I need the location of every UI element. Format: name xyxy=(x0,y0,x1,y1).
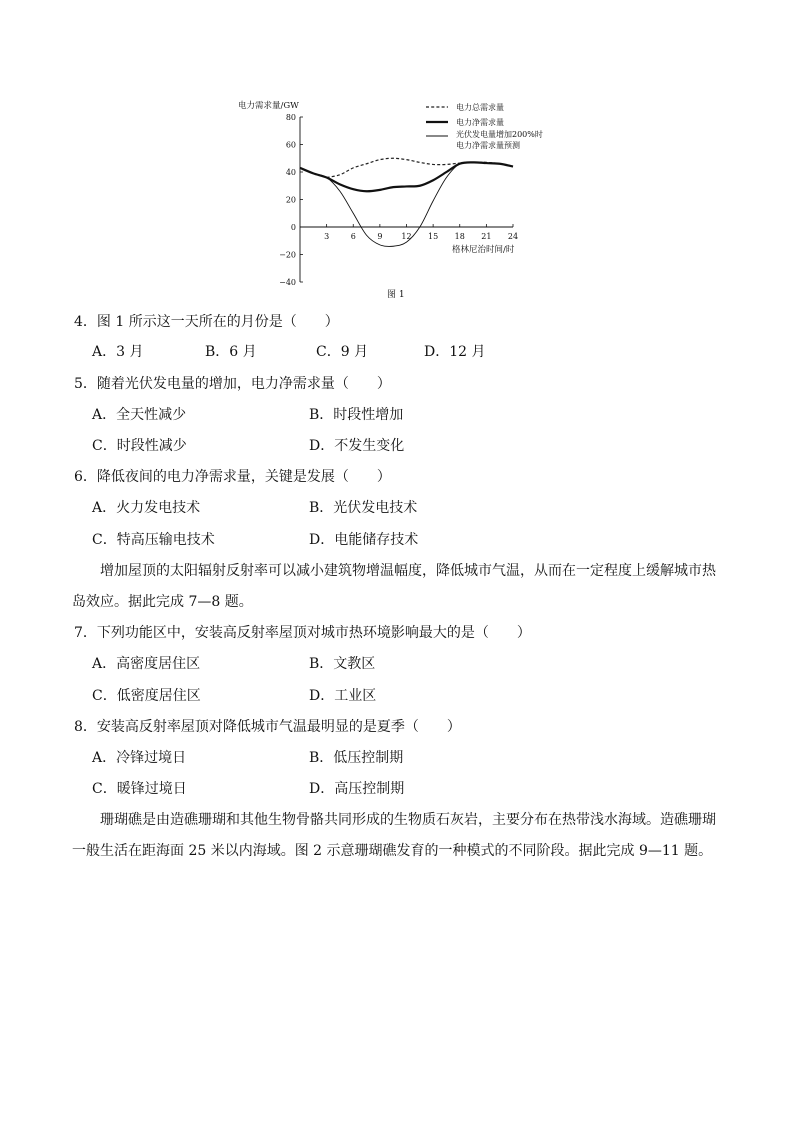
q7-option-d[interactable]: D．工业区 xyxy=(309,688,377,704)
q6-option-d[interactable]: D．电能储存技术 xyxy=(309,532,419,548)
figure-caption: 图 1 xyxy=(387,290,405,300)
x-tick-label: 21 xyxy=(481,232,492,241)
question-5-stem: 5．随着光伏发电量的增加，电力净需求量（ ） xyxy=(74,376,391,392)
question-8-stem: 8．安装高反射率屋顶对降低城市气温最明显的是夏季（ ） xyxy=(74,719,461,735)
legend-label: 光伏发电量增加200%时 xyxy=(456,130,543,139)
q4-option-b[interactable]: B．6 月 xyxy=(205,344,257,360)
x-axis-label: 格林尼治时间/时 xyxy=(452,245,515,255)
q8-option-a[interactable]: A．冷锋过境日 xyxy=(92,750,187,766)
q4-option-d[interactable]: D．12 月 xyxy=(424,344,486,360)
q6-option-a[interactable]: A．火力发电技术 xyxy=(92,500,201,516)
q6-option-b[interactable]: B．光伏发电技术 xyxy=(309,500,418,516)
q6-option-c[interactable]: C．特高压输电技术 xyxy=(92,532,215,548)
x-tick-label: 15 xyxy=(428,232,439,241)
y-tick-label: 80 xyxy=(285,113,296,122)
x-tick-label: 24 xyxy=(507,232,519,241)
q5-option-c[interactable]: C．时段性减少 xyxy=(92,438,187,454)
series-line-dashed xyxy=(327,158,513,177)
y-tick-label: −40 xyxy=(279,278,296,287)
q4-option-c[interactable]: C．9 月 xyxy=(316,344,369,360)
q7-option-c[interactable]: C．低密度居住区 xyxy=(92,688,201,704)
chart-legend xyxy=(426,102,543,150)
q7-option-b[interactable]: B．文教区 xyxy=(309,656,376,672)
y-tick-label: 40 xyxy=(285,168,296,177)
y-tick-label: 20 xyxy=(285,195,296,205)
q5-option-b[interactable]: B．时段性增加 xyxy=(309,407,404,423)
q4-option-a[interactable]: A．3 月 xyxy=(92,344,144,360)
question-4-stem: 4．图 1 所示这一天所在的月份是（ ） xyxy=(74,314,339,330)
y-tick-label: 60 xyxy=(285,140,296,150)
x-tick-label: 12 xyxy=(401,232,412,241)
q5-option-a[interactable]: A．全天性减少 xyxy=(92,407,187,423)
x-tick-label: 9 xyxy=(377,232,383,241)
y-tick-label: 0 xyxy=(290,223,296,232)
q8-option-c[interactable]: C．暖锋过境日 xyxy=(92,781,187,797)
question-6-stem: 6．降低夜间的电力净需求量，关键是发展（ ） xyxy=(74,469,391,485)
question-7-stem: 7．下列功能区中，安装高反射率屋顶对城市热环境影响最大的是（ ） xyxy=(74,625,531,641)
x-tick-label: 3 xyxy=(324,232,330,241)
q8-option-d[interactable]: D．高压控制期 xyxy=(309,781,405,797)
legend-label: 电力净需求量预测 xyxy=(456,141,520,150)
passage-coral-line-1: 珊瑚礁是由造礁珊瑚和其他生物骨骼共同形成的生物质石灰岩，主要分布在热带浅水海域。造礁珊瑚 xyxy=(100,812,716,828)
passage-roof-line-1: 增加屋顶的太阳辐射反射率可以减小建筑物增温幅度，降低城市气温，从而在一定程度上缓解城市热 xyxy=(100,563,716,579)
legend-label: 电力净需求量 xyxy=(456,118,504,127)
q7-option-a[interactable]: A．高密度居住区 xyxy=(92,656,201,672)
x-tick-label: 18 xyxy=(454,232,465,241)
passage-roof-line-2: 岛效应。据此完成 7—8 题。 xyxy=(72,594,253,610)
legend-label: 电力总需求量 xyxy=(456,103,504,112)
power-demand-chart xyxy=(230,92,560,304)
chart-axes xyxy=(279,113,518,287)
y-axis-label: 电力需求量/GW xyxy=(238,101,299,111)
q5-option-d[interactable]: D．不发生变化 xyxy=(309,438,405,454)
x-tick-label: 6 xyxy=(350,232,356,241)
q8-option-b[interactable]: B．低压控制期 xyxy=(309,750,404,766)
passage-coral-line-2: 一般生活在距海面 25 米以内海域。图 2 示意珊瑚礁发育的一种模式的不同阶段。据此完成 9—11 题。 xyxy=(72,843,713,859)
y-tick-label: −20 xyxy=(279,250,296,260)
